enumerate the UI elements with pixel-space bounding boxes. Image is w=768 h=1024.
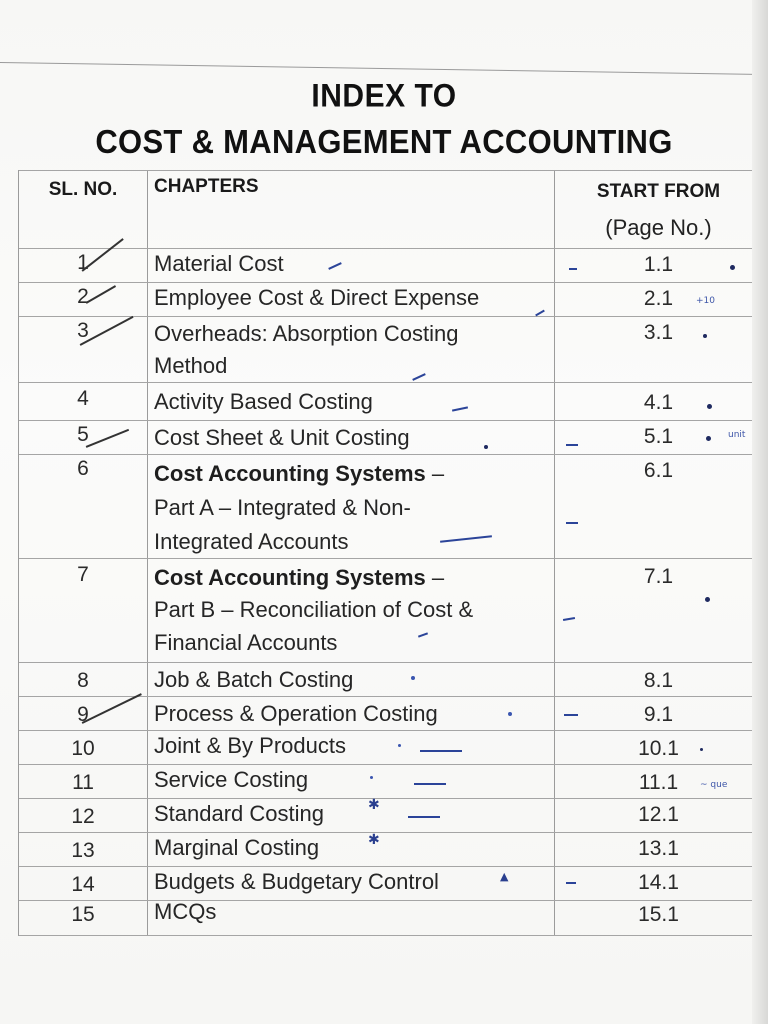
row-page: 2.1 bbox=[643, 287, 674, 310]
row-sl: 1 bbox=[77, 251, 89, 274]
row-sl: 2 bbox=[77, 285, 89, 308]
row-chapter-dash: – bbox=[431, 461, 445, 486]
row-chapter: Service Costing bbox=[154, 767, 309, 792]
row-sl: 7 bbox=[77, 563, 89, 586]
table-row bbox=[19, 316, 761, 383]
page-dash-14 bbox=[566, 882, 576, 884]
table-row bbox=[19, 662, 761, 697]
row-page: 1.1 bbox=[643, 253, 674, 276]
row-chapter: Marginal Costing bbox=[154, 835, 320, 860]
header-start-from: START FROM bbox=[596, 181, 721, 202]
page-dash-5 bbox=[566, 444, 578, 446]
row-sl: 4 bbox=[77, 387, 89, 410]
handwritten-note-2: +10 bbox=[696, 296, 715, 306]
row-page: 14.1 bbox=[638, 871, 679, 894]
pen-dash-12 bbox=[408, 816, 440, 818]
row-chapter-line3: Integrated Accounts bbox=[154, 529, 349, 554]
row-chapter: Joint & By Products bbox=[154, 733, 346, 758]
row-page: 4.1 bbox=[643, 391, 674, 414]
row-sl: 9 bbox=[77, 703, 89, 726]
table-row bbox=[19, 420, 761, 455]
row-chapter bbox=[154, 561, 554, 594]
row-chapter bbox=[154, 457, 554, 490]
index-title bbox=[0, 80, 768, 160]
table-row bbox=[19, 282, 761, 317]
ink-dot-7 bbox=[705, 597, 710, 602]
row-chapter: MCQs bbox=[154, 899, 217, 924]
row-chapter: Cost Sheet & Unit Costing bbox=[154, 425, 410, 450]
ink-dot-4 bbox=[707, 404, 712, 409]
index-table bbox=[18, 170, 762, 936]
star-mark-13: ✱ bbox=[368, 832, 380, 848]
ink-dot-5 bbox=[706, 436, 711, 441]
row-page: 3.1 bbox=[643, 321, 674, 344]
row-sl: 14 bbox=[71, 873, 95, 896]
row-sl: 5 bbox=[77, 423, 89, 446]
ink-dot-chapter-9 bbox=[508, 712, 512, 716]
row-sl: 8 bbox=[77, 669, 89, 692]
table-row bbox=[19, 832, 761, 867]
row-sl: 13 bbox=[71, 839, 95, 862]
header-page-no: (Page No.) bbox=[605, 215, 712, 240]
row-chapter: Overheads: Absorption Costing bbox=[154, 321, 459, 346]
row-sl: 12 bbox=[71, 805, 95, 828]
row-chapter: Standard Costing bbox=[154, 801, 324, 826]
pen-dash-10 bbox=[420, 750, 462, 752]
table-row bbox=[19, 798, 761, 833]
page-dash-9 bbox=[564, 714, 578, 716]
row-chapter-bold: Cost Accounting Systems bbox=[154, 461, 426, 486]
row-chapter-line3: Financial Accounts bbox=[154, 630, 338, 655]
handwritten-note-11: ~ que bbox=[700, 780, 728, 790]
table-row bbox=[19, 900, 761, 936]
row-chapter: Employee Cost & Direct Expense bbox=[154, 285, 480, 310]
row-page: 5.1 bbox=[643, 425, 674, 448]
row-sl: 11 bbox=[72, 771, 94, 794]
header-chapters: CHAPTERS bbox=[154, 176, 259, 197]
row-page: 15.1 bbox=[638, 903, 679, 926]
row-page: 12.1 bbox=[638, 803, 679, 826]
row-page: 9.1 bbox=[643, 703, 674, 726]
table-row bbox=[19, 696, 761, 731]
table-row bbox=[19, 730, 761, 765]
row-chapter-dash: – bbox=[431, 565, 445, 590]
page-top-rule bbox=[0, 62, 768, 75]
row-page: 6.1 bbox=[643, 459, 674, 482]
page-edge-shadow bbox=[752, 0, 768, 1024]
row-sl: 3 bbox=[77, 319, 89, 342]
row-page: 11.1 bbox=[638, 771, 679, 794]
row-chapter-bold: Cost Accounting Systems bbox=[154, 565, 426, 590]
triangle-mark-14: ▲ bbox=[500, 870, 509, 883]
ink-dot-chapter-5 bbox=[484, 445, 488, 449]
row-page: 8.1 bbox=[643, 669, 674, 692]
header-row bbox=[19, 170, 761, 249]
table-row bbox=[19, 558, 761, 663]
ink-dot-page-10 bbox=[700, 748, 703, 751]
row-sl: 15 bbox=[71, 903, 95, 926]
row-sl: 6 bbox=[77, 457, 89, 480]
row-chapter-line2: Method bbox=[154, 353, 228, 378]
row-page: 13.1 bbox=[638, 837, 679, 860]
row-chapter-line2: Part A – Integrated & Non- bbox=[154, 495, 411, 520]
table-row bbox=[19, 454, 761, 559]
page-dash-1 bbox=[569, 268, 577, 270]
row-chapter: Budgets & Budgetary Control bbox=[154, 869, 439, 894]
pen-dash-11 bbox=[414, 783, 446, 785]
ink-dot-3 bbox=[703, 334, 707, 338]
page-dash-6 bbox=[566, 522, 578, 524]
ink-dot-chapter-11 bbox=[370, 776, 373, 779]
row-chapter: Material Cost bbox=[154, 251, 284, 276]
title-line-2: COST & MANAGEMENT ACCOUNTING bbox=[95, 122, 673, 161]
star-mark-12: ✱ bbox=[368, 797, 380, 813]
table-row bbox=[19, 248, 761, 283]
row-chapter: Activity Based Costing bbox=[154, 389, 373, 414]
ink-dot-1 bbox=[730, 265, 735, 270]
row-sl: 10 bbox=[71, 737, 95, 760]
header-sl-no: SL. NO. bbox=[48, 179, 118, 200]
row-page: 10.1 bbox=[638, 737, 679, 760]
table-row bbox=[19, 382, 761, 421]
row-page: 7.1 bbox=[643, 565, 674, 588]
row-chapter-line2: Part B – Reconciliation of Cost & bbox=[154, 597, 474, 622]
handwritten-note-5: unit bbox=[728, 430, 746, 440]
row-chapter: Job & Batch Costing bbox=[154, 667, 354, 692]
title-line-1: INDEX TO bbox=[311, 78, 457, 115]
ink-dot-chapter-8 bbox=[411, 676, 415, 680]
row-chapter: Process & Operation Costing bbox=[154, 701, 438, 726]
table-row bbox=[19, 764, 761, 799]
ink-dot-chapter-10 bbox=[398, 744, 401, 747]
